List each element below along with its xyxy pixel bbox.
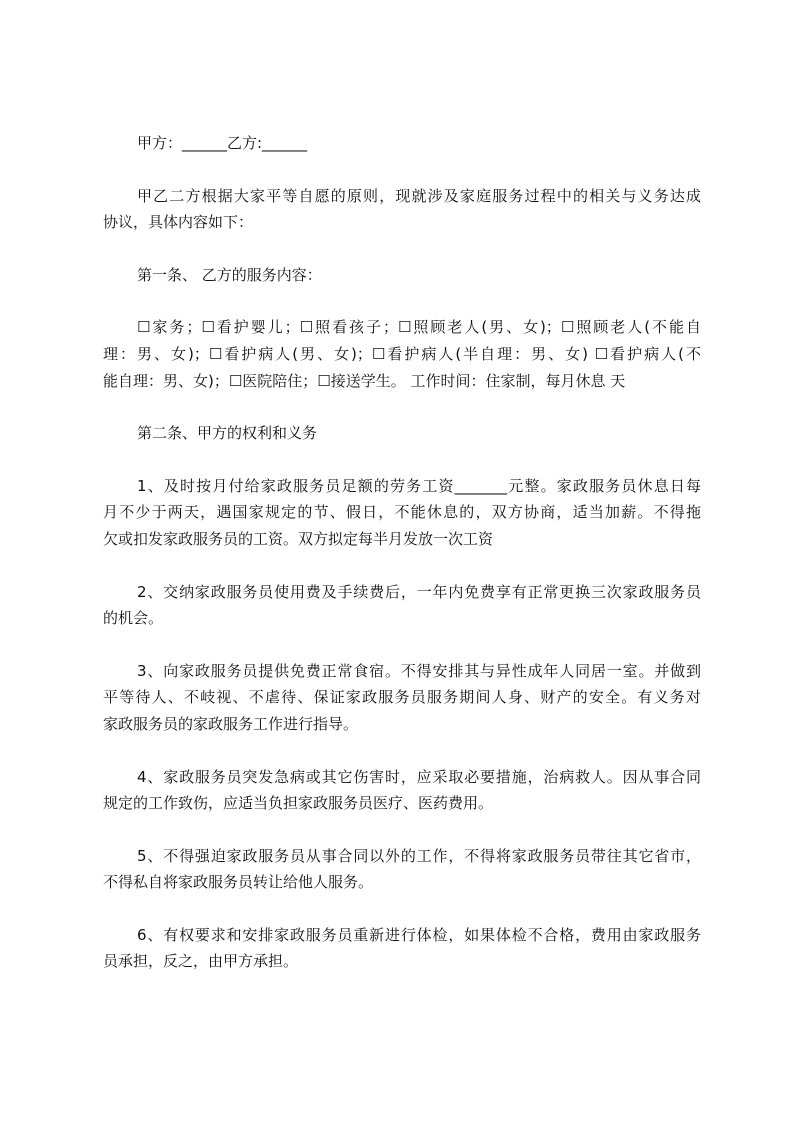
text-line: 5、不得强迫家政服务员从事合同以外的工作，不得将家政服务员带往其它省市， [137,846,701,865]
paragraph [103,843,701,896]
paragraph [103,262,701,289]
text-line: 1、及时按月付给家政服务员足额的劳务工资_______元整。家政服务员休息日每 [137,476,701,495]
text-line: 协议，具体内容如下： [103,213,254,232]
paragraph [103,183,701,236]
text-line: 第一条、 乙方的服务内容： [137,265,322,284]
text-line: 的机会。 [103,609,164,628]
text-line: 3、向家政服务员提供免费正常食宿。不得安排其与异性成年人同居一室。并做到 [137,661,701,680]
paragraph [103,579,701,632]
text-line: 4、家政服务员突发急病或其它伤害时，应采取必要措施，治病救人。因从事合同 [137,767,701,786]
text-line: 甲乙二方根据大家平等自愿的原则，现就涉及家庭服务过程中的相关与义务达成 [137,186,701,205]
text-line: 平等待人、不岐视、不虐待、保证家政服务员服务期间人身、财产的安全。有义务对 [103,688,701,707]
text-line: 员承担，反之，由甲方承担。 [103,952,299,971]
paragraph [103,420,701,447]
paragraph [103,764,701,817]
text-line: 2、交纳家政服务员使用费及手续费后，一年内免费享有正常更换三次家政服务员 [137,582,701,601]
text-line: 甲方：______乙方:______ [137,134,308,152]
text-line: ☐家务；☐看护婴儿；☐照看孩子；☐照顾老人(男、女)；☐照顾老人(不能自 [137,318,701,337]
text-line: 第二条、甲方的权利和义务 [137,424,318,443]
paragraph [103,130,701,157]
text-line: 理：男、女)；☐看护病人(男、女)；☐看护病人(半自理：男、女) ☐看护病人(不 [103,344,701,363]
paragraph [103,314,701,394]
text-line: 家政服务员的家政服务工作进行指导。 [103,714,359,733]
paragraph [103,473,701,553]
paragraph [103,658,701,738]
text-line: 规定的工作致伤，应适当负担家政服务员医疗、医药费用。 [103,794,494,813]
paragraph [103,922,701,975]
text-line: 6、有权要求和安排家政服务员重新进行体检，如果体检不合格，费用由家政服务 [137,925,701,944]
contract-page [103,130,701,1001]
text-line: 月不少于两天，遇国家规定的节、假日，不能休息的，双方协商，适当加薪。不得拖 [103,503,701,522]
text-line: 能自理：男、女)；☐医院陪住；☐接送学生。 工作时间：住家制，每月休息 天 [103,371,626,390]
text-line: 欠或扣发家政服务员的工资。双方拟定每半月发放一次工资 [103,529,494,548]
text-line: 不得私自将家政服务员转让给他人服务。 [103,873,374,892]
